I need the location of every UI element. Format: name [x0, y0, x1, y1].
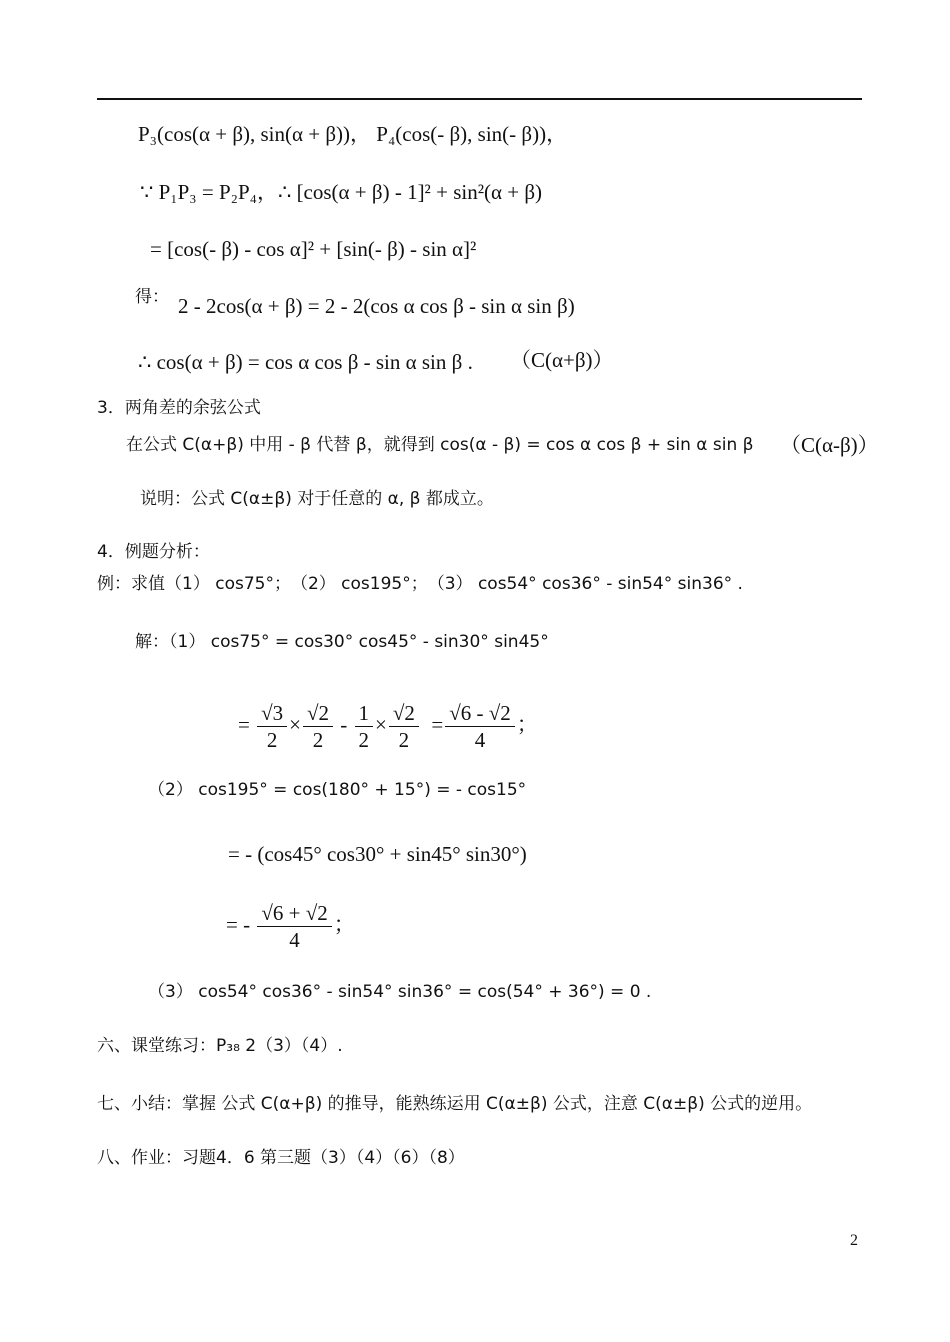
- formula-tag-c-plus: （C(α+β)）: [510, 348, 614, 372]
- solution-1-line-a: 解：（1） cos75° = cos30° cos45° - sin30° sin45°: [135, 632, 549, 652]
- line-because: ∵ P₁P₃ = P₂P₄，∴ [cos(α + β) - 1]² + sin²(α + β): [140, 180, 543, 204]
- denominator: 4: [474, 728, 486, 752]
- line-p3-p4: P₃(cos(α + β), sin(α + β))， P₄(cos(- β), sin(- β))，: [138, 122, 568, 146]
- formula-tag-c-minus: （C(α-β)）: [780, 433, 879, 457]
- get-label: 得：: [135, 287, 169, 307]
- page-number: 2: [850, 1232, 858, 1249]
- fraction-1: [257, 700, 287, 753]
- section-3-title: 3．两角差的余弦公式: [97, 398, 261, 418]
- numerator: √6 - √2: [445, 700, 515, 727]
- section-8-line: 八、作业：习题4．6 第三题（3）（4）（6）（8）: [97, 1148, 465, 1168]
- line-equals: = [cos(- β) - cos α]² + [sin(- β) - sin α]²: [150, 237, 477, 261]
- numerator: √6 + √2: [257, 900, 331, 927]
- fraction-result: [257, 900, 331, 953]
- solution-2-line-b: = - (cos45° cos30° + sin45° sin30°): [228, 842, 527, 866]
- denominator: 2: [312, 728, 324, 752]
- denominator: 2: [266, 728, 278, 752]
- solution-2-line-a: （2） cos195° = cos(180° + 15°) = - cos15°: [148, 780, 527, 800]
- section-6-line: 六、课堂练习：P₃₈ 2（3）（4）.: [97, 1036, 343, 1056]
- fraction-2: [303, 700, 333, 753]
- fraction-4: [389, 700, 419, 753]
- section-3-text: 在公式 C(α+β) 中用 - β 代替 β，就得到 cos(α - β) = cos α cos β + sin α sin β: [126, 435, 754, 455]
- solution-2-line-c: = - $\frac{√6 + √2}{4}$ ；: [226, 901, 355, 952]
- solution-3-line: （3） cos54° cos36° - sin54° sin36° = cos(54° + 36°) = 0 .: [148, 982, 652, 1002]
- header-rule: [97, 98, 862, 100]
- numerator: 1: [355, 700, 374, 727]
- fraction-3: [355, 700, 374, 753]
- section-4-title: 4．例题分析：: [97, 542, 210, 562]
- line-therefore: ∴ cos(α + β) = cos α cos β - sin α sin β .: [138, 350, 473, 374]
- example-line: 例：求值（1） cos75°； （2） cos195°； （3） cos54° cos36° - sin54° sin36° .: [97, 574, 743, 594]
- solution-1-line-b: = $\frac{√3}{2}$ × $\frac{√2}{2}$ - $\frac{1}{2}$ × $\frac{√2}{2}$ = $\frac{√6 - √2}{4}$ ；: [238, 701, 538, 752]
- equals-sign: =: [238, 712, 250, 737]
- minus-prefix: = -: [226, 912, 251, 937]
- section-7-line: 七、小结：掌握 公式 C(α+β) 的推导，能熟练运用 C(α±β) 公式，注意 C(α±β) 公式的逆用。: [97, 1094, 813, 1114]
- line-get-expr: 2 - 2cos(α + β) = 2 - 2(cos α cos β - sin α sin β): [178, 294, 575, 318]
- denominator: 4: [289, 928, 300, 952]
- denominator: 2: [398, 728, 410, 752]
- denominator: 2: [358, 728, 369, 752]
- numerator: √3: [257, 700, 287, 727]
- fraction-result: [445, 700, 515, 753]
- note-line: 说明：公式 C(α±β) 对于任意的 α, β 都成立。: [140, 489, 494, 509]
- numerator: √2: [303, 700, 333, 727]
- numerator: √2: [389, 700, 419, 727]
